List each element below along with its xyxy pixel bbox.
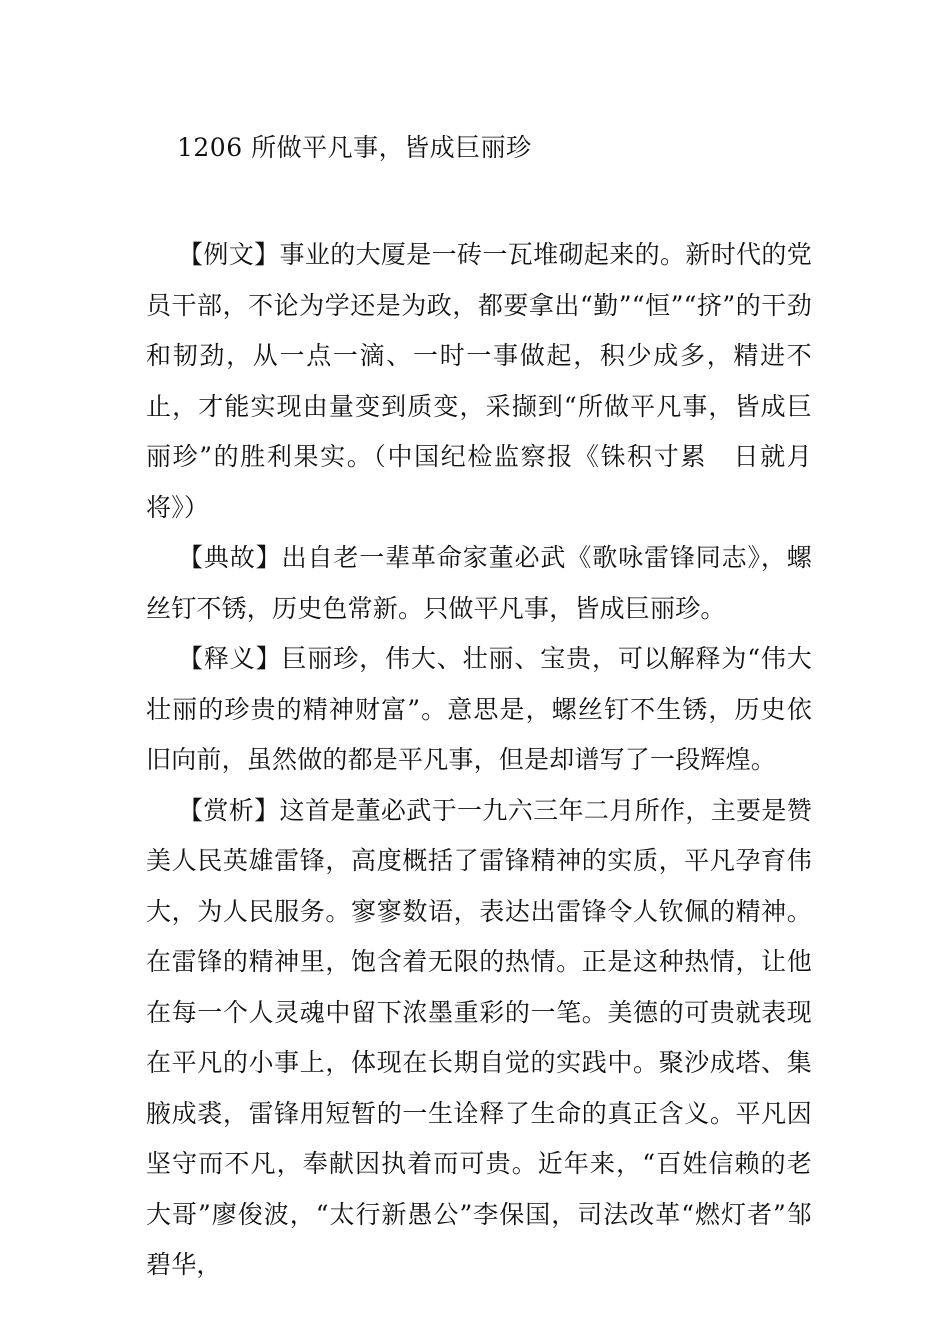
page-title: 1206 所做平凡事，皆成巨丽珍: [177, 133, 532, 162]
paragraph-appreciation: [146, 786, 812, 1291]
paragraph-tag: 【释义】: [178, 644, 282, 673]
paragraph-text: 出自老一辈革命家董必武《歌咏雷锋同志》，螺丝钉不锈，历史色常新。只做平凡事，皆成巨丽珍。: [146, 543, 813, 623]
paragraph-example: [146, 230, 812, 533]
paragraph-allusion: [146, 533, 812, 634]
paragraph-text: 这首是董必武于一九六三年二月所作，主要是赞美人民英雄雷锋，高度概括了雷锋精神的实质，平凡孕育伟大，为人民服务。寥寥数语，表达出雷锋令人钦佩的精神。在雷锋的精神里，饱含着无限的热情。正是这种热情，让他在每一个人灵魂中留下浓墨重彩的一笔。美德的可贵就表现在平凡的小事上，体现在长期自觉的实践中。聚沙成塔、集腋成裘，雷锋用短暂的一生诠释了生命的真正含义。平凡因坚守而不凡，奉献因执着而可贵。近年来，“百姓信赖的老大哥”廖俊波，“太行新愚公”李保国，司法改革“燃灯者”邹碧华，: [146, 795, 812, 1279]
paragraph-text: 事业的大厦是一砖一瓦堆砌起来的。新时代的党员干部，不论为学还是为政，都要拿出“勤”“恒”“挤”的干劲和韧劲，从一点一滴、一时一事做起，积少成多，精进不止，才能实现由量变到质变，采撷到“所做平凡事，皆成巨丽珍”的胜利果实。（中国纪检监察报《铢积寸累 日就月将》）: [146, 240, 812, 522]
paragraph-tag: 【例文】: [178, 240, 280, 269]
paragraph-meaning: [146, 634, 812, 786]
paragraph-tag: 【赏析】: [178, 795, 280, 825]
paragraph-tag: 【典故】: [178, 543, 282, 572]
document-body: [146, 230, 812, 1291]
paragraph-text: 巨丽珍，伟大、壮丽、宝贵，可以解释为“伟大壮丽的珍贵的精神财富”。意思是，螺丝钉不生锈，历史依旧向前，虽然做的都是平凡事，但是却谱写了一段辉煌。: [146, 644, 813, 774]
